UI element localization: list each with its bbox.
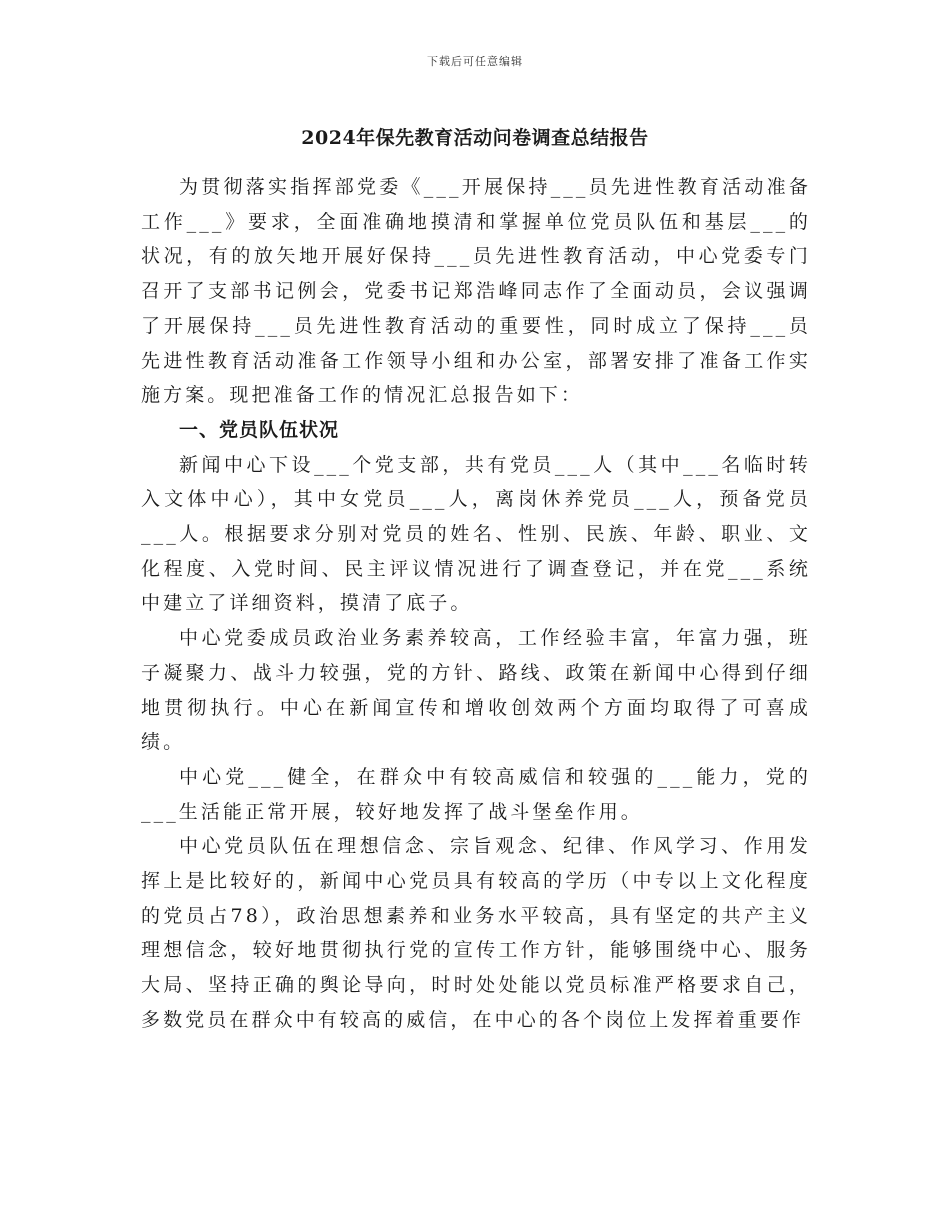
section-heading-party-members: 一、党员队伍状况: [179, 418, 340, 441]
paragraph-organization: 中心党___健全，在群众中有较高威信和较强的___能力，党的___生活能正常开展，较好地发挥了战斗堡垒作用。: [141, 765, 811, 823]
paragraph-member-stats: 新闻中心下设___个党支部，共有党员___人（其中___名临时转入文体中心），其中女党员___人，离岗休养党员___人，预备党员___人。根据要求分别对党员的姓名、性别、民族、年龄、职业、文化程度、入党时间、民主评议情况进行了调查登记，并在党___系统中建立了详细资料，摸清了底子。: [141, 453, 811, 615]
document-body: [141, 170, 811, 1038]
paragraph-member-quality: 中心党员队伍在理想信念、宗旨观念、纪律、作风学习、作用发挥上是比较好的，新闻中心党员具有较高的学历（中专以上文化程度的党员占78），政治思想素养和业务水平较高，具有坚定的共产主义理想信念，较好地贯彻执行党的宣传工作方针，能够围绕中心、服务大局、坚持正确的舆论导向，时时处处能以党员标准严格要求自己，多数党员在群众中有较高的威信，在中心的各个岗位上发挥着重要作: [141, 835, 811, 1031]
paragraph-intro: 为贯彻落实指挥部党委《___开展保持___员先进性教育活动准备工作___》要求，全面准确地摸清和掌握单位党员队伍和基层___的状况，有的放矢地开展好保持___员先进性教育活动，中心党委专门召开了支部书记例会，党委书记郑浩峰同志作了全面动员，会议强调了开展保持___员先进性教育活动的重要性，同时成立了保持___员先进性教育活动准备工作领导小组和办公室，部署安排了准备工作实施方案。现把准备工作的情况汇总报告如下：: [141, 176, 811, 407]
document-title: 2024年保先教育活动问卷调查总结报告: [301, 127, 649, 149]
page-header-note: 下载后可任意编辑: [427, 55, 523, 68]
paragraph-committee: 中心党委成员政治业务素养较高，工作经验丰富，年富力强，班子凝聚力、战斗力较强，党的方针、路线、政策在新闻中心得到仔细地贯彻执行。中心在新闻宣传和增收创效两个方面均取得了可喜成绩。: [141, 627, 811, 754]
